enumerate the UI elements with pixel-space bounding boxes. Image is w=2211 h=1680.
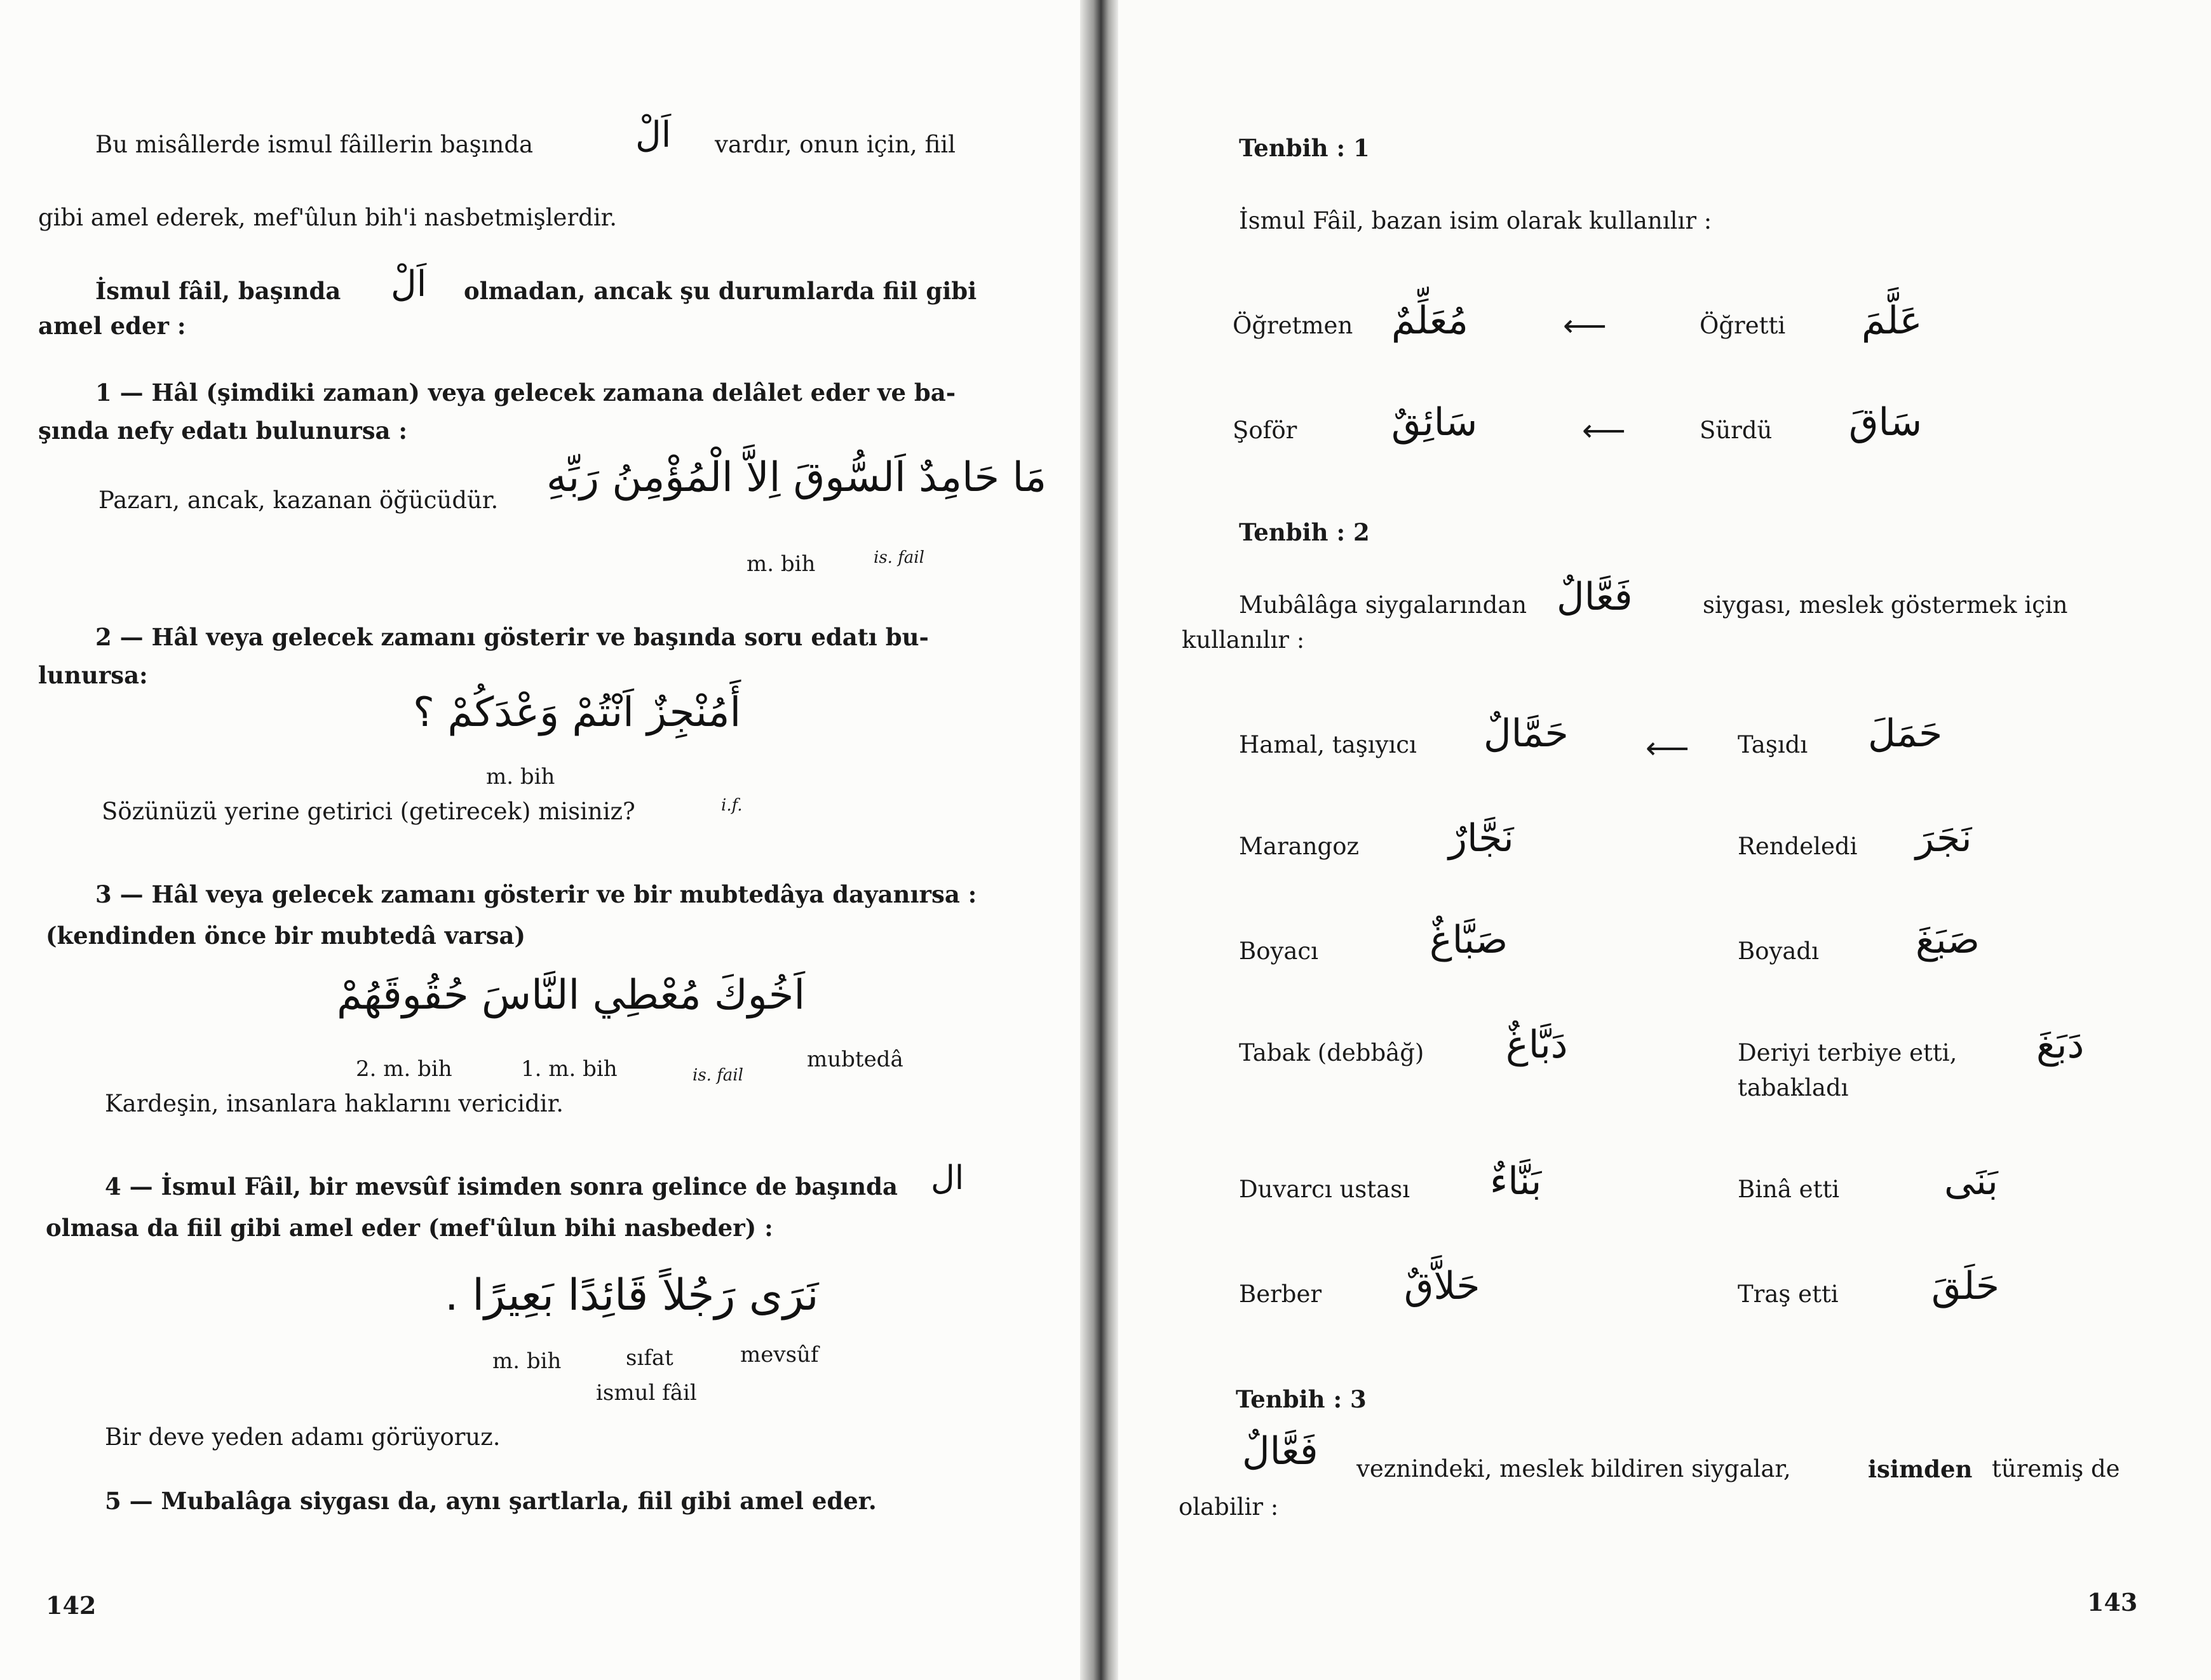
page-number-right: 143 bbox=[2087, 1588, 2138, 1616]
pair1-verb-1: Sürdü bbox=[1700, 417, 1773, 444]
item3-label-2mbih: 2. m. bih bbox=[356, 1056, 452, 1082]
item2-text-a: 2 — Hâl veya gelecek zamanı gösterir ve başında soru edatı bu- bbox=[95, 623, 929, 651]
pair2-noun-ar-2: صَبَّاغٌ bbox=[1430, 918, 1508, 962]
item3-label-1mbih: 1. m. bih bbox=[521, 1056, 618, 1082]
pair2-verb-1: Rendeledi bbox=[1738, 833, 1858, 860]
item1-fail-label: is. fail bbox=[874, 548, 924, 567]
tenbih1-text: İsmul Fâil, bazan isim olarak kullanılır : bbox=[1239, 207, 1712, 234]
pair2-noun-ar-4: بَنَّاءٌ bbox=[1490, 1159, 1542, 1204]
page-number-left: 142 bbox=[46, 1591, 97, 1620]
pair2-noun-ar-5: حَلاَّقٌ bbox=[1404, 1264, 1480, 1308]
pair2-noun-4: Duvarcı ustası bbox=[1239, 1176, 1410, 1203]
item1-text-a: 1 — Hâl (şimdiki zaman) veya gelecek zamana delâlet eder ve ba- bbox=[95, 379, 956, 407]
para1-text-c: gibi amel ederek, mef'ûlun bih'i nasbetmişlerdir. bbox=[38, 204, 618, 231]
left-page bbox=[0, 0, 1080, 1680]
pair2-verb-ar-2: صَبَغَ bbox=[1916, 918, 1980, 962]
pair2-verb-3: Deriyi terbiye etti, bbox=[1738, 1039, 1957, 1066]
item1-text-b: şında nefy edatı bulunursa : bbox=[38, 417, 408, 445]
tenbih3-heading: Tenbih : 3 bbox=[1236, 1385, 1367, 1413]
para2-arabic: اَلْ bbox=[391, 264, 427, 305]
pair2-verb2-3: tabakladı bbox=[1738, 1074, 1849, 1101]
item3-text-a: 3 — Hâl veya gelecek zamanı gösterir ve bir mubtedâya dayanırsa : bbox=[95, 880, 977, 908]
pair2-noun-2: Boyacı bbox=[1239, 937, 1318, 965]
pair2-noun-ar-1: نَجَّارٌ bbox=[1449, 816, 1514, 861]
item2-mbih-label: m. bih bbox=[486, 764, 555, 790]
pair2-noun-3: Tabak (debbâğ) bbox=[1239, 1039, 1424, 1066]
pair2-verb-5: Traş etti bbox=[1738, 1280, 1839, 1308]
item4-label-mbih: m. bih bbox=[492, 1348, 562, 1374]
pair2-verb-4: Binâ etti bbox=[1738, 1176, 1840, 1203]
item4-translation: Bir deve yeden adamı görüyoruz. bbox=[105, 1423, 501, 1451]
pair1-verb-ar-1: سَاقَ bbox=[1849, 400, 1923, 445]
item3-label-mubteda: mubtedâ bbox=[807, 1047, 903, 1072]
tenbih2-heading: Tenbih : 2 bbox=[1239, 518, 1370, 546]
item1-arabic: مَا حَامِدٌ اَلسُّوقَ اِلاَّ الْمُؤْمِنُ رَبِّهِ bbox=[546, 454, 1047, 501]
item4-label-sifat: sıfat bbox=[626, 1345, 673, 1371]
item4-arabic-al: ال bbox=[931, 1159, 964, 1197]
item3-label-isfail: is. fail bbox=[693, 1066, 743, 1085]
para2-text-a: İsmul fâil, başında bbox=[95, 277, 341, 305]
tenbih3-arabic: فَعَّالٌ bbox=[1242, 1429, 1318, 1474]
pair2-verb-0: Taşıdı bbox=[1738, 731, 1808, 758]
tenbih2-text-b: siygası, meslek göstermek için bbox=[1703, 591, 2068, 619]
book-spine bbox=[1080, 0, 1118, 1680]
right-page bbox=[1118, 0, 2211, 1680]
item1-translation: Pazarı, ancak, kazanan öğücüdür. bbox=[98, 487, 499, 514]
para1-text-a: Bu misâllerde ismul fâillerin başında bbox=[95, 131, 534, 158]
pair1-noun-ar-1: سَائِقٌ bbox=[1391, 400, 1478, 445]
pair2-noun-ar-3: دَبَّاغٌ bbox=[1506, 1023, 1568, 1067]
item4-label-mevsuf: mevsûf bbox=[740, 1342, 819, 1368]
pair2-noun-0: Hamal, taşıyıcı bbox=[1239, 731, 1417, 758]
item5-text: 5 — Mubalâga siygası da, aynı şartlarla, fiil gibi amel eder. bbox=[105, 1487, 877, 1515]
para1-text-b: vardır, onun için, fiil bbox=[715, 131, 956, 158]
pair2-verb-ar-3: دَبَغَ bbox=[2036, 1023, 2085, 1067]
tenbih2-text-c: kullanılır : bbox=[1182, 626, 1305, 654]
pair2-noun-5: Berber bbox=[1239, 1280, 1322, 1308]
item1-mbih-label: m. bih bbox=[747, 551, 816, 577]
pair2-noun-1: Marangoz bbox=[1239, 833, 1359, 860]
pair1-noun-ar-0: مُعَلِّمٌ bbox=[1391, 299, 1468, 343]
tenbih3-text-c: olabilir : bbox=[1179, 1493, 1279, 1521]
tenbih2-text-a: Mubâlâga siygalarından bbox=[1239, 591, 1527, 619]
pair1-verb-ar-0: عَلَّمَ bbox=[1862, 299, 1923, 343]
item2-fail-label: i.f. bbox=[721, 796, 743, 815]
item3-arabic: اَخُوكَ مُعْطِي النَّاسَ حُقُوقَهُمْ bbox=[337, 972, 806, 1019]
pair1-verb-0: Öğretti bbox=[1700, 312, 1786, 339]
tenbih3-text-b: türemiş de bbox=[1992, 1455, 2120, 1482]
pair2-verb-ar-4: بَنَى bbox=[1944, 1159, 1998, 1204]
item4-label-ismulfail: ismul fâil bbox=[596, 1380, 697, 1406]
item4-text-b: olmasa da fiil gibi amel eder (mef'ûlun bihi nasbeder) : bbox=[46, 1214, 773, 1242]
tenbih2-arabic: فَعَّالٌ bbox=[1557, 575, 1633, 619]
item3-translation: Kardeşin, insanlara haklarını vericidir. bbox=[105, 1090, 564, 1117]
pair1-noun-0: Öğretmen bbox=[1233, 312, 1353, 339]
pair2-noun-ar-0: حَمَّالٌ bbox=[1484, 711, 1569, 756]
left-arrow-icon: ⟵ bbox=[1646, 730, 1689, 766]
pair2-verb-ar-1: نَجَرَ bbox=[1916, 816, 1972, 861]
para1-arabic: اَلْ bbox=[635, 114, 672, 156]
item2-arabic: أَمُنْجِزٌ اَنْتُمْ وَعْدَكُمْ ؟ bbox=[413, 689, 741, 736]
pair2-verb-ar-0: حَمَلَ bbox=[1868, 711, 1943, 756]
item4-text-a: 4 — İsmul Fâil, bir mevsûf isimden sonra gelince de başında bbox=[105, 1173, 898, 1200]
item2-text-b: lunursa: bbox=[38, 661, 148, 689]
pair2-verb-ar-5: حَلَقَ bbox=[1931, 1264, 1999, 1308]
item4-arabic: نَرَى رَجُلاً قَائِدًا بَعِيرًا . bbox=[445, 1270, 819, 1320]
para2-text-c: amel eder : bbox=[38, 312, 186, 340]
left-arrow-icon: ⟵ bbox=[1563, 308, 1607, 344]
pair2-verb-2: Boyadı bbox=[1738, 937, 1819, 965]
pair1-noun-1: Şoför bbox=[1233, 417, 1297, 444]
left-arrow-icon: ⟵ bbox=[1582, 413, 1626, 448]
item3-text-b: (kendinden önce bir mubtedâ varsa) bbox=[46, 922, 525, 950]
para2-text-b: olmadan, ancak şu durumlarda fiil gibi bbox=[464, 277, 977, 305]
tenbih1-heading: Tenbih : 1 bbox=[1239, 134, 1370, 162]
item2-translation: Sözünüzü yerine getirici (getirecek) misiniz? bbox=[102, 798, 635, 825]
tenbih3-bold: isimden bbox=[1868, 1455, 1973, 1483]
tenbih3-text-a: veznindeki, meslek bildiren siygalar, bbox=[1356, 1455, 1791, 1482]
